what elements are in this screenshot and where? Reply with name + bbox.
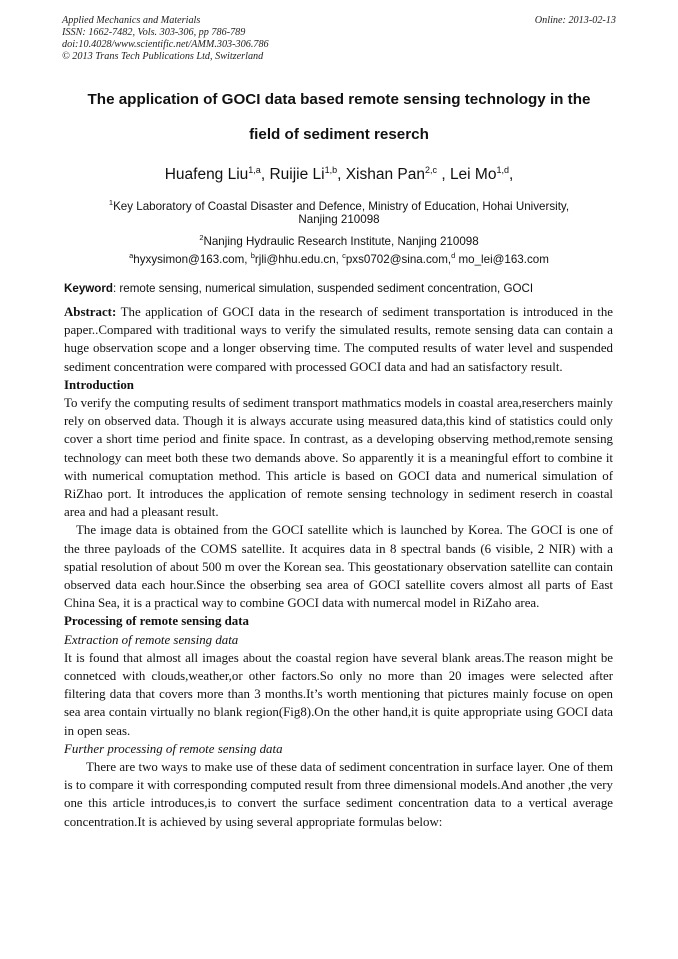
affiliation-1-line-2: Nanjing 210098 <box>298 213 380 226</box>
affiliation-mark: 2 <box>199 233 204 242</box>
abstract-label: Abstract: <box>64 305 117 319</box>
author-name: Ruijie Li <box>269 166 325 184</box>
email-mark: a <box>129 251 134 260</box>
paper-title-line-2: field of sediment reserch <box>249 126 429 143</box>
affiliation-text: Key Laboratory of Coastal Disaster and Defence, Ministry of Education, Hohai University, <box>113 199 570 213</box>
author-affiliation-mark: 2,c <box>425 165 438 175</box>
extraction-paragraph: It is found that almost all images about the coastal region have several blank areas.The reason might be connetced with clouds,weather,or other factors.So only no more than 20 images were selected after filtering data that covers more than 3 months.It’s worth mentioning that pictures mainly focuse on open sea area contain virtually no blank region(Fig8).On the other hand,it is quite appropriate using GOCI data in open seas. <box>64 650 613 738</box>
author-separator: , <box>337 166 346 184</box>
paper-body <box>64 303 613 831</box>
email-link[interactable]: mo_lei@163.com <box>455 252 549 266</box>
keyword-text: : remote sensing, numerical simulation, suspended sediment concentration, GOCI <box>112 282 534 295</box>
journal-name: Applied Mechanics and Materials <box>62 15 201 26</box>
email-mark: c <box>342 251 346 260</box>
introduction-paragraph-2: The image data is obtained from the GOCI satellite which is launched by Korea. The GOCI is one of the three payloads of the COMS satellite. It acquires data in 8 spectral bands (6 visible, 2 NIR) with a spatial resolution of about 500 m over the Korean sea. This geostationary observation satellite can contain observed data each hour.Since the obserbing sea area of GOCI satellite covers almost all parts of East China Sea, it is a practical way to combine GOCI data with numercal model in RiZaho area. <box>64 523 613 611</box>
email-separator: , <box>335 252 343 266</box>
email-link[interactable]: hyxysimon@163.com <box>133 252 245 266</box>
further-processing-paragraph: There are two ways to make use of these data of sediment concentration in surface layer. One of them is to compare it with corresponding computed result from three dimensional models.And another ,the very one this article introduces,is to convert the surface sediment concentration data to a vertical average concentration.It is achieved by using several appropriate formulas below: <box>64 760 613 829</box>
email-list <box>40 248 638 268</box>
issn-line: ISSN: 1662-7482, Vols. 303-306, pp 786-789 <box>62 27 246 38</box>
email-separator: , <box>244 252 251 266</box>
introduction-paragraph-1: To verify the computing results of sediment transport mathmatics models in coastal area,reserchers mainly rely on observed data. Though it is always accurate using measured data,this kind of statistics could only cover a short time period and finite space. In contrast, as a developing observing method,remote sensing technology can meet both these two demands above. So apparently it is a meaningful effort to combine it with numerical comuptation method. This article is based on GOCI data and numerical simulation of RiZhao port. It introduces the application of remote sensing technology in sediment reserch in coastal area and had a pleasant result. <box>64 396 613 520</box>
abstract-paragraph <box>64 303 613 376</box>
further-processing-subheading: Further processing of remote sensing data <box>64 741 283 756</box>
affiliation-2 <box>40 230 638 250</box>
journal-header <box>62 15 616 63</box>
email-separator: , <box>447 252 452 266</box>
introduction-heading: Introduction <box>64 377 134 392</box>
processing-heading: Processing of remote sensing data <box>64 614 249 629</box>
email-mark: b <box>250 251 255 260</box>
author-affiliation-mark: 1,d <box>496 165 509 175</box>
extraction-subheading: Extraction of remote sensing data <box>64 632 239 647</box>
author-name: Lei Mo <box>449 166 497 184</box>
email-link[interactable]: rjli@hhu.edu.cn <box>254 252 336 266</box>
doi-line: doi:10.4028/www.scientific.net/AMM.303-306.786 <box>62 39 269 50</box>
author-separator: , <box>260 166 270 184</box>
author-affiliation-mark: 1,a <box>248 165 261 175</box>
author-separator: , <box>508 166 514 184</box>
email-mark: d <box>451 251 456 260</box>
affiliation-text: Nanjing Hydraulic Research Institute, Nanjing 210098 <box>203 234 479 248</box>
online-date: Online: 2013-02-13 <box>534 15 616 26</box>
abstract-text: The application of GOCI data in the research of sediment transportation is introduced in the paper..Compared with traditional ways to verify the simulated results, remote sensing data can contain a huge observation scope and a longer observing time. The computed results of water level and suspended sediment concentration were compared with processed GOCI data and had an satisfactory result. <box>64 305 613 374</box>
email-link[interactable]: pxs0702@sina.com <box>345 252 448 266</box>
affiliation-mark: 1 <box>108 198 114 207</box>
copyright-line: © 2013 Trans Tech Publications Ltd, Switzerland <box>62 51 264 62</box>
keywords <box>64 282 624 295</box>
author-separator: , <box>437 166 450 184</box>
author-affiliation-mark: 1,b <box>324 165 338 175</box>
paper-title-line-1: The application of GOCI data based remote sensing technology in the <box>87 91 591 108</box>
keyword-label: Keyword <box>64 282 113 295</box>
author-name: Huafeng Liu <box>164 166 249 184</box>
author-name: Xishan Pan <box>345 166 425 184</box>
author-list <box>0 165 678 184</box>
